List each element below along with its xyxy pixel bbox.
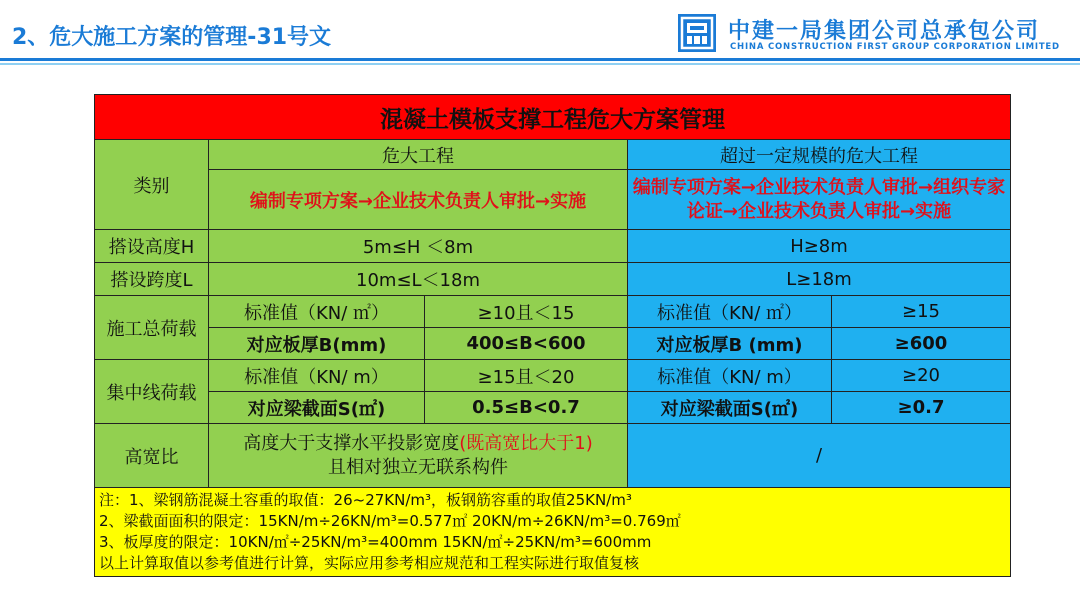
- table-row: [95, 263, 1011, 296]
- ratio-text-2: 且相对独立无联系构件: [328, 456, 508, 478]
- height-normal: 5m≤H ＜8m: [209, 230, 628, 263]
- company-name-en: CHINA CONSTRUCTION FIRST GROUP CORPORATION LIMITED: [730, 42, 1060, 52]
- ratio-text: 高度大于支撑水平投影宽度: [243, 432, 460, 454]
- line-load-std-value-normal: ≥15且＜20: [425, 360, 628, 392]
- table-title: 混凝土模板支撑工程危大方案管理: [95, 95, 1011, 140]
- beam-section-value-large: ≥0.7: [832, 392, 1011, 424]
- table-row: [95, 424, 1011, 488]
- ratio-highlight: (既高宽比大于1): [459, 432, 593, 454]
- slab-thickness-label-normal: 对应板厚B(mm): [209, 328, 425, 360]
- total-load-label: 施工总荷载: [95, 296, 209, 360]
- table-row: [95, 170, 1011, 230]
- ratio-large: /: [628, 424, 1011, 488]
- note-line: 2、梁截面面积的限定：15KN/m÷26KN/m³=0.577㎡ 20KN/m÷26KN/m³=0.769㎡: [99, 512, 681, 530]
- table-row: [95, 140, 1011, 170]
- category-label: 类别: [95, 140, 209, 230]
- height-large: H≥8m: [628, 230, 1011, 263]
- note-line: 注：1、梁钢筋混凝土容重的取值：26~27KN/m³，板钢筋容重的取值25KN/m³: [99, 491, 632, 509]
- ratio-label: 高宽比: [95, 424, 209, 488]
- ratio-normal: [209, 424, 628, 488]
- slab-thickness-label-large: 对应板厚B (mm): [628, 328, 832, 360]
- span-normal: 10m≤L＜18m: [209, 263, 628, 296]
- total-load-std-label-large: 标准值（KN/ ㎡）: [628, 296, 832, 328]
- table-row: [95, 328, 1011, 360]
- process-large: 编制专项方案→企业技术负责人审批→组织专家论证→企业技术负责人审批→实施: [628, 170, 1011, 230]
- formwork-management-table: [94, 94, 1011, 577]
- span-label: 搭设跨度L: [95, 263, 209, 296]
- total-load-std-label-normal: 标准值（KN/ ㎡）: [209, 296, 425, 328]
- span-large: L≥18m: [628, 263, 1011, 296]
- notes-row: [95, 488, 1011, 577]
- total-load-std-value-normal: ≥10且＜15: [425, 296, 628, 328]
- line-load-std-value-large: ≥20: [832, 360, 1011, 392]
- table-title-row: [95, 95, 1011, 140]
- header-divider: [0, 58, 1080, 61]
- slab-thickness-value-large: ≥600: [832, 328, 1011, 360]
- note-line: 3、板厚度的限定：10KN/㎡÷25KN/m³=400mm 15KN/㎡÷25KN/m³=600mm: [99, 533, 652, 551]
- table-row: [95, 360, 1011, 392]
- level-header-large: 超过一定规模的危大工程: [628, 140, 1011, 170]
- line-load-label: 集中线荷载: [95, 360, 209, 424]
- notes: [95, 488, 1011, 577]
- table-row: [95, 296, 1011, 328]
- line-load-std-label-normal: 标准值（KN/ m）: [209, 360, 425, 392]
- level-header-normal: 危大工程: [209, 140, 628, 170]
- page-title: 2、危大施工方案的管理-31号文: [12, 25, 332, 50]
- company-name-cn: 中建一局集团公司总承包公司: [728, 19, 1041, 44]
- header-divider-light: [0, 63, 1080, 65]
- line-load-std-label-large: 标准值（KN/ m）: [628, 360, 832, 392]
- cscec-logo-icon: [678, 14, 716, 52]
- beam-section-label-normal: 对应梁截面S(㎡): [209, 392, 425, 424]
- slab-thickness-value-normal: 400≤B<600: [425, 328, 628, 360]
- beam-section-label-large: 对应梁截面S(㎡): [628, 392, 832, 424]
- table-row: [95, 230, 1011, 263]
- note-line: 以上计算取值以参考值进行计算，实际应用参考相应规范和工程实际进行取值复核: [99, 554, 640, 572]
- process-normal: 编制专项方案→企业技术负责人审批→实施: [209, 170, 628, 230]
- total-load-std-value-large: ≥15: [832, 296, 1011, 328]
- beam-section-value-normal: 0.5≤B<0.7: [425, 392, 628, 424]
- table-row: [95, 392, 1011, 424]
- height-label: 搭设高度H: [95, 230, 209, 263]
